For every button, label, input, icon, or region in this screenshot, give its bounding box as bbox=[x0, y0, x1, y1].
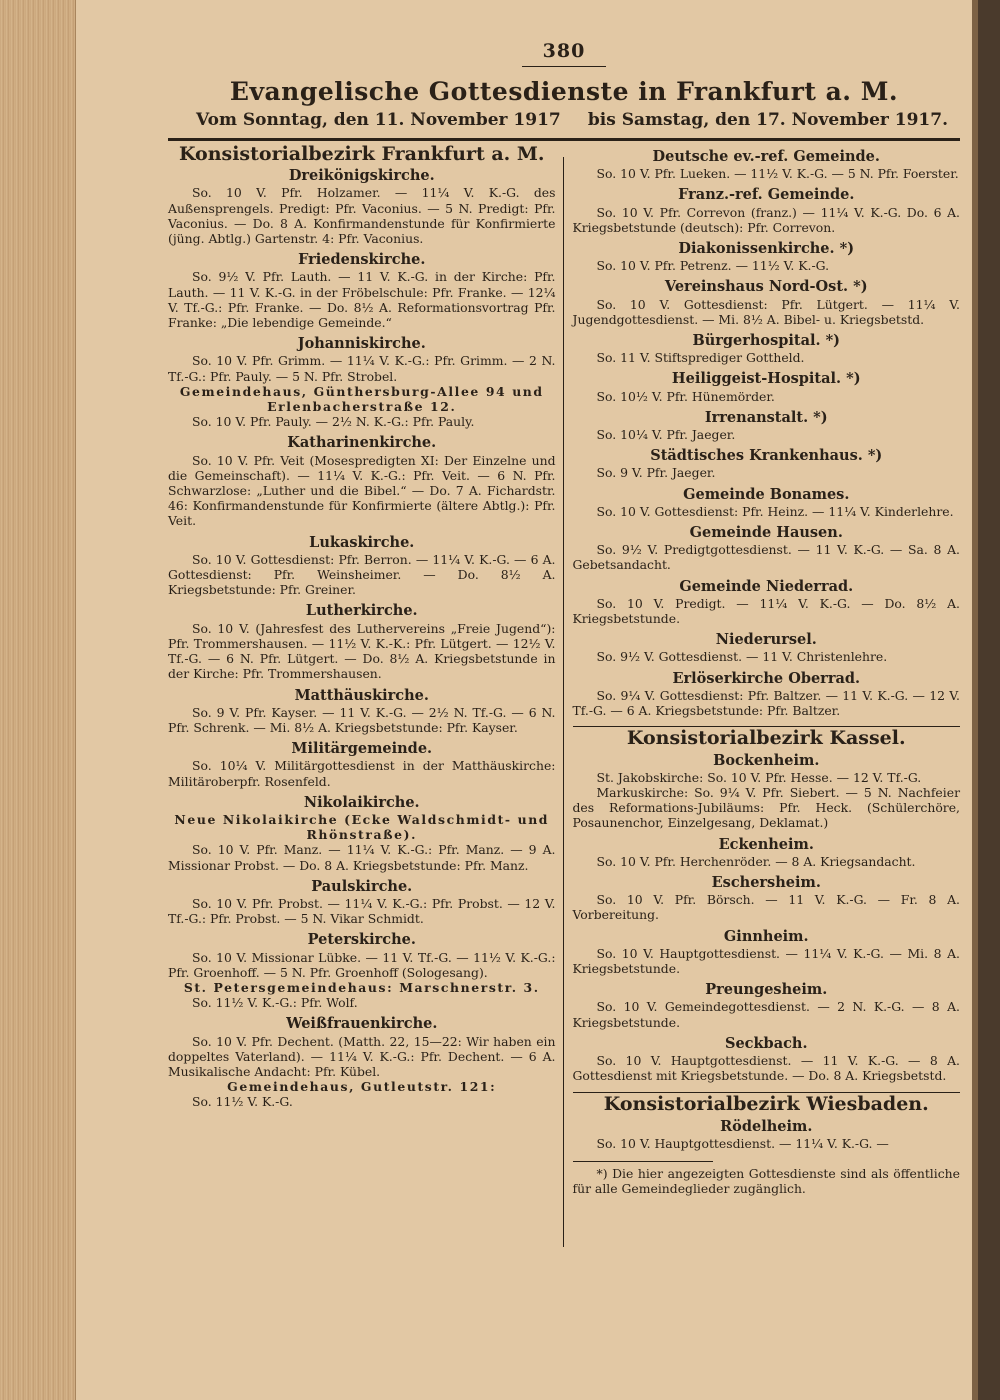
service-text: So. 11½ V. K.-G.: Pfr. Wolf. bbox=[192, 995, 358, 1011]
scan-border bbox=[972, 0, 1000, 1400]
service-text: So. 10 V. Pfr. Correvon (franz.) — 11¼ V. K.-G. Do. 6 A. Kriegsbetstunde (deutsch): Pfr. Correvon. bbox=[572, 204, 960, 235]
church-dreikoenig: Dreikönigskirche. bbox=[288, 167, 435, 185]
service-text: So. 10¼ V. Militärgottesdienst in der Matthäuskirche: Militäroberpfr. Rosenfeld. bbox=[168, 758, 556, 789]
service-text: Markuskirche: So. 9¼ V. Pfr. Siebert. — 5 N. Nachfeier des Reformations-Jubiläums: Pfr. Heck. (Schülerchöre, Posaunenchor, Einzelgesang, Deklamat.) bbox=[572, 784, 960, 831]
service-text: So. 10 V. Pfr. Dechent. (Matth. 22, 15—22: Wir haben ein doppeltes Vaterland). — 11¼ V. K.-G.: Pfr. Dechent. — 6 A. Musikalische Andacht: Pfr. Kübel. bbox=[168, 1033, 556, 1079]
service-text: So. 10 V. Gemeindegottesdienst. — 2 N. K.-G. — 8 A. Kriegsbetstunde. bbox=[572, 999, 960, 1030]
right-column bbox=[564, 143, 961, 1196]
church-deutsch-ref: Deutsche ev.-ref. Gemeinde. bbox=[652, 148, 880, 165]
service-text: So. 10 V. Pfr. Holzamer. — 11¼ V. K.-G. des Außensprengels. Predigt: Pfr. Vaconius. — 5 N. Predigt: Pfr. Vaconius. — Do. 8 A. Konfirmandenstunde für Konfirmierte (jüng. Abtlg.) Gartenstr. 4: Pfr. Vaconius. bbox=[168, 185, 556, 247]
church-peter: Peterskirche. bbox=[307, 931, 416, 949]
service-text: So. 10 V. Pfr. Probst. — 11¼ V. K.-G.: Pfr. Probst. — 12 V. Tf.-G.: Pfr. Probst. — 5 N. Vikar Schmidt. bbox=[168, 895, 556, 927]
service-text: So. 10 V. Pfr. Börsch. — 11 V. K.-G. — Fr. 8 A. Vorbereitung. bbox=[572, 892, 960, 923]
church-bockenheim: Bockenheim. bbox=[713, 751, 820, 769]
header-rule bbox=[168, 138, 960, 141]
service-text: So. 10½ V. Pfr. Hünemörder. bbox=[596, 388, 775, 404]
date-from: Vom Sonntag, den 11. November 1917 bbox=[196, 110, 561, 130]
church-militaer: Militärgemeinde. bbox=[291, 740, 433, 758]
church-niederrad: Gemeinde Niederrad. bbox=[679, 577, 854, 595]
service-text: So. 9½ V. Predigtgottesdienst. — 11 V. K.-G. — Sa. 8 A. Gebetsandacht. bbox=[572, 542, 960, 573]
church-niederursel: Niederursel. bbox=[715, 631, 817, 649]
date-range bbox=[196, 110, 948, 130]
church-buergerhospital: Bürgerhospital. *) bbox=[692, 332, 841, 350]
district-kassel: Konsistorialbezirk Kassel. bbox=[626, 727, 906, 750]
church-diakonissen: Diakonissenkirche. *) bbox=[678, 240, 855, 258]
service-text: So. 10 V. Pfr. Petrenz. — 11½ V. K.-G. bbox=[596, 258, 830, 274]
church-eschersheim: Eschersheim. bbox=[711, 873, 821, 891]
service-text: So. 9 V. Pfr. Kayser. — 11 V. K.-G. — 2½ N. Tf.-G. — 6 N. Pfr. Schrenk. — Mi. 8½ A. Kriegsbetstunde: Pfr. Kayser. bbox=[168, 704, 556, 735]
church-roedelheim: Rödelheim. bbox=[720, 1117, 813, 1135]
district-wiesbaden: Konsistorialbezirk Wiesbaden. bbox=[603, 1093, 929, 1116]
church-frieden: Friedenskirche. bbox=[298, 251, 426, 269]
subsection-neue-nikolai: Neue Nikolaikirche (Ecke Waldschmidt- und Rhönstraße). bbox=[174, 811, 550, 843]
church-irrenanstalt: Irrenanstalt. *) bbox=[704, 408, 828, 426]
church-katharinen: Katharinenkirche. bbox=[287, 434, 437, 452]
page-edges bbox=[0, 0, 76, 1400]
district-frankfurt: Konsistorialbezirk Frankfurt a. M. bbox=[178, 143, 545, 165]
subsection-gemeindehaus-gutleut: Gemeindehaus, Gutleutstr. 121: bbox=[227, 1079, 497, 1095]
footnote-rule bbox=[573, 1161, 713, 1162]
page-number-rule bbox=[522, 66, 606, 67]
column-divider bbox=[563, 157, 564, 1247]
church-preungesheim: Preungesheim. bbox=[705, 981, 828, 999]
service-text: So. 11 V. Stiftsprediger Gottheld. bbox=[596, 350, 805, 366]
service-text: So. 10 V. Gottesdienst: Pfr. Heinz. — 11¼ V. Kinderlehre. bbox=[596, 503, 954, 519]
service-text: So. 10 V. (Jahresfest des Luthervereins „Freie Jugend“): Pfr. Trommershausen. — 11½ V. K.-K.: Pfr. Lütgert. — 12½ V. Tf.-G. — 6 N. Pfr. Lütgert. — Do. 8½ A. Kriegsbetstunde in der Kirche: Pfr. Trommershausen. bbox=[168, 620, 556, 682]
church-luther: Lutherkirche. bbox=[305, 602, 418, 620]
footnote: *) Die hier angezeigten Gottesdienste sind als öffentliche für alle Gemeindeglieder zugänglich. bbox=[572, 1165, 960, 1196]
church-nikolai: Nikolaikirche. bbox=[303, 793, 420, 811]
church-franz-ref: Franz.-ref. Gemeinde. bbox=[678, 186, 855, 204]
service-text: So. 10 V. Pfr. Manz. — 11¼ V. K.-G.: Pfr. Manz. — 9 A. Missionar Probst. — Do. 8 A. Kriegsbetstunde: Pfr. Manz. bbox=[168, 842, 556, 873]
page-content bbox=[168, 40, 960, 1196]
service-text: St. Jakobskirche: So. 10 V. Pfr. Hesse. — 12 V. Tf.-G. bbox=[596, 769, 922, 785]
two-column-body bbox=[168, 143, 960, 1196]
service-text: So. 10 V. Pfr. Grimm. — 11¼ V. K.-G.: Pfr. Grimm. — 2 N. Tf.-G.: Pfr. Pauly. — 5 N. Pfr. Strobel. bbox=[168, 353, 556, 384]
church-johannis: Johanniskirche. bbox=[297, 335, 426, 353]
service-text: So. 10 V. Pfr. Veit (Mosespredigten XI: Der Einzelne und die Gemeinschaft). — 11¼ V. K.-G.: Pfr. Veit. — 6 N. Pfr. Schwarzlose: „Luther und die Bibel.“ — Do. 7 A. Fichardstr. 46: Konfirmandenstunde für Konfirmierte (ältere Abtlg.): Pfr. Veit. bbox=[168, 452, 556, 529]
service-text: So. 11½ V. K.-G. bbox=[192, 1094, 293, 1110]
service-text: So. 10¼ V. Pfr. Jaeger. bbox=[596, 427, 736, 443]
church-heiliggeist: Heiliggeist-Hospital. *) bbox=[671, 370, 861, 388]
church-ginnheim: Ginnheim. bbox=[723, 927, 809, 945]
church-bonames: Gemeinde Bonames. bbox=[683, 485, 850, 503]
church-paul: Paulskirche. bbox=[311, 877, 413, 895]
service-text: So. 9½ V. Pfr. Lauth. — 11 V. K.-G. in der Kirche: Pfr. Lauth. — 11 V. K.-G. in der Fröbelschule: Pfr. Franke. — 12¼ V. Tf.-G.: Pfr. Franke. — Do. 8½ A. Reformationsvortrag Pfr. Franke: „Die lebendige Gemeinde.“ bbox=[168, 269, 556, 331]
service-text: So. 10 V. Pfr. Herchenröder. — 8 A. Kriegsandacht. bbox=[596, 853, 916, 869]
church-lukas: Lukaskirche. bbox=[309, 533, 415, 551]
service-text: So. 10 V. Gottesdienst: Pfr. Berron. — 11¼ V. K.-G. — 6 A. Gottesdienst: Pfr. Weinsheimer. — Do. 8½ A. Kriegsbetstunde: Pfr. Greiner. bbox=[168, 551, 556, 598]
church-matthaeus: Matthäuskirche. bbox=[294, 686, 429, 704]
service-text: So. 10 V. Pfr. Lueken. — 11½ V. K.-G. — 5 N. Pfr. Foerster. bbox=[596, 166, 959, 182]
service-text: So. 10 V. Missionar Lübke. — 11 V. Tf.-G. — 11½ V. K.-G.: Pfr. Groenhoff. — 5 N. Pfr. Groenhoff (Sologesang). bbox=[168, 949, 556, 980]
service-text: So. 9¼ V. Gottesdienst: Pfr. Baltzer. — 11 V. K.-G. — 12 V. Tf.-G. — 6 A. Kriegsbetstunde: Pfr. Baltzer. bbox=[572, 687, 960, 719]
service-text: So. 9 V. Pfr. Jaeger. bbox=[596, 465, 716, 481]
service-text: So. 10 V. Gottesdienst: Pfr. Lütgert. — 11¼ V. Jugendgottesdienst. — Mi. 8½ A. Bibel- u. Kriegsbetstd. bbox=[572, 296, 960, 327]
service-text: So. 10 V. Pfr. Pauly. — 2½ N. K.-G.: Pfr. Pauly. bbox=[192, 414, 475, 430]
church-eckenheim: Eckenheim. bbox=[718, 835, 814, 853]
church-seckbach: Seckbach. bbox=[724, 1034, 808, 1052]
church-erloeser: Erlöserkirche Oberrad. bbox=[672, 669, 861, 687]
page-number: 380 bbox=[542, 40, 586, 62]
page-title: Evangelische Gottesdienste in Frankfurt a. M. bbox=[229, 77, 899, 106]
subsection-gemeindehaus: Gemeindehaus, Günthersburg-Allee 94 und Erlenbacherstraße 12. bbox=[179, 383, 544, 415]
church-weissfrauen: Weißfrauenkirche. bbox=[286, 1015, 438, 1033]
church-staedtisch: Städtisches Krankenhaus. *) bbox=[650, 447, 883, 465]
service-text: So. 9½ V. Gottesdienst. — 11 V. Christenlehre. bbox=[596, 649, 888, 665]
church-hausen: Gemeinde Hausen. bbox=[689, 524, 843, 542]
service-text: So. 10 V. Hauptgottesdienst. — 11 V. K.-G. — 8 A. Gottesdienst mit Kriegsbetstunde. — Do. 8 A. Kriegsbetstd. bbox=[572, 1052, 960, 1084]
church-vereinshaus: Vereinshaus Nord-Ost. *) bbox=[664, 278, 868, 296]
service-text: So. 10 V. Hauptgottesdienst. — 11¼ V. K.-G. — bbox=[596, 1135, 889, 1151]
service-text: So. 10 V. Predigt. — 11¼ V. K.-G. — Do. 8½ A. Kriegsbetstunde. bbox=[572, 595, 960, 627]
service-text: So. 10 V. Hauptgottesdienst. — 11¼ V. K.-G. — Mi. 8 A. Kriegsbetstunde. bbox=[572, 945, 960, 976]
left-column bbox=[168, 143, 564, 1196]
subsection-petersgemeindehaus: St. Petersgemeindehaus: Marschnerstr. 3. bbox=[183, 979, 540, 995]
date-to: bis Samstag, den 17. November 1917. bbox=[587, 110, 948, 130]
